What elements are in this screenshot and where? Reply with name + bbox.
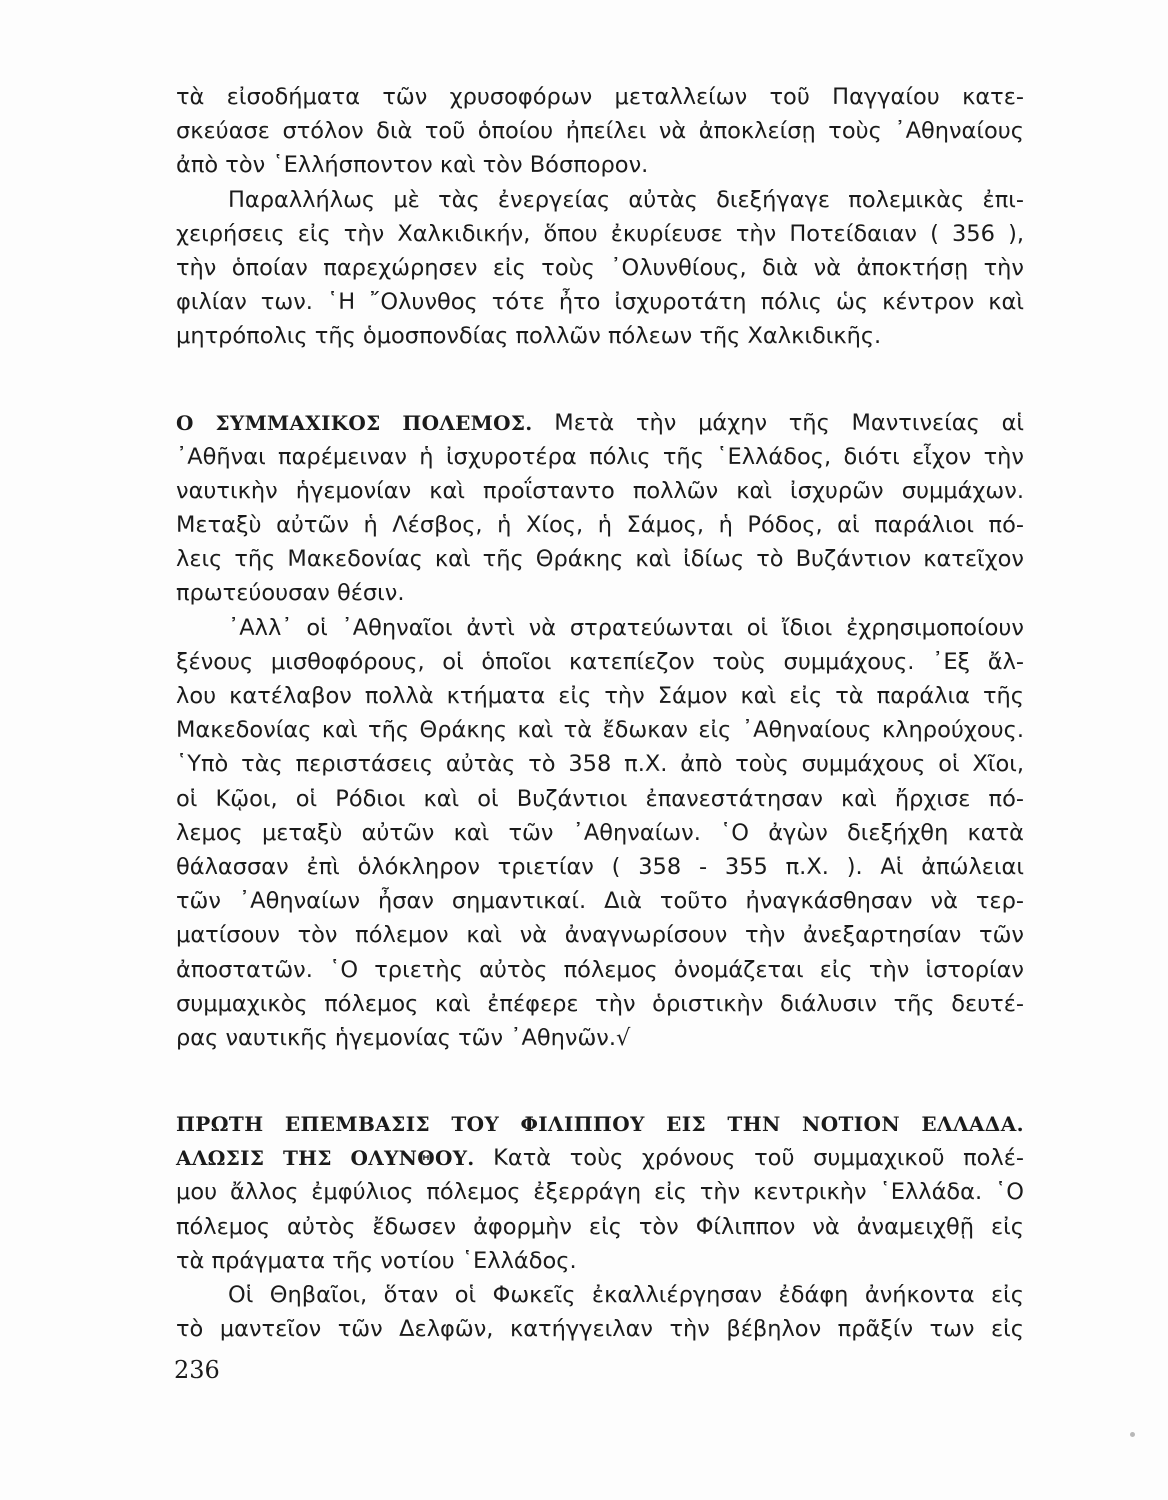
section-gap <box>176 354 1024 406</box>
text-line: οἱ Κῷοι, οἱ Ρόδιοι καὶ οἱ Βυζάντιοι ἐπανεστάτησαν καὶ ἤρχισε πό- <box>176 785 1024 812</box>
text-line: Παραλλήλως μὲ τὰς ἐνεργείας αὐτὰς διεξήγαγε πολεμικὰς ἐπι- <box>228 186 1024 213</box>
text-line: τὰ πράγματα τῆς νοτίου ῾Ελλάδος. <box>176 1247 577 1274</box>
text-line: ῾Υπὸ τὰς περιστάσεις αὐτὰς τὸ 358 π.Χ. ἀπὸ τοὺς συμμάχους οἱ Χῖοι, <box>176 751 1024 778</box>
paper-speck <box>1130 1432 1135 1437</box>
section-heading-symmachikos: Ο ΣΥΜΜΑΧΙΚΟΣ ΠΟΛΕΜΟΣ. <box>176 410 533 435</box>
section-gap <box>176 1055 1024 1107</box>
text-line: πόλεμος αὐτὸς ἔδωσεν ἀφορμὴν εἰς τὸν Φίλιππον νὰ ἀναμειχθῇ εἰς <box>176 1213 1024 1240</box>
text-line: σκεύασε στόλον διὰ τοῦ ὁποίου ἠπείλει νὰ ἀποκλείσῃ τοὺς ᾽Αθηναίους <box>176 118 1024 145</box>
text-line: Μεταξὺ αὐτῶν ἡ Λέσβος, ἡ Χίος, ἡ Σάμος, ἡ Ρόδος, αἱ παράλιοι πό- <box>176 512 1024 539</box>
text-line: ἀποστατῶν. ῾Ο τριετὴς αὐτὸς πόλεμος ὀνομάζεται εἰς τὴν ἱστορίαν <box>176 956 1024 983</box>
page-text <box>176 80 1024 1346</box>
text-line: ξένους μισθοφόρους, οἱ ὁποῖοι κατεπίεζον τοὺς συμμάχους. ᾽Εξ ἄλ- <box>176 648 1024 675</box>
section-opening-line <box>176 1141 1024 1175</box>
section-heading-olynthos: ΑΛΩΣΙΣ ΤΗΣ ΟΛΥΝΘΟΥ. <box>176 1146 475 1171</box>
text-line: Μακεδονίας καὶ τῆς Θράκης καὶ τὰ ἔδωκαν εἰς ᾽Αθηναίους κληρούχους. <box>176 717 1024 744</box>
page-number: 236 <box>174 1356 220 1384</box>
text-line: χειρήσεις εἰς τὴν Χαλκιδικήν, ὅπου ἐκυρίευσε τὴν Ποτείδαιαν ( 356 ), <box>176 220 1024 247</box>
text-line: λου κατέλαβον πολλὰ κτήματα εἰς τὴν Σάμον καὶ εἰς τὰ παράλια τῆς <box>176 683 1024 709</box>
text-line: θάλασσαν ἐπὶ ὁλόκληρον τριετίαν ( 358 - 355 π.Χ. ). Αἱ ἀπώλειαι <box>176 853 1024 880</box>
text-fragment: Μετὰ τὴν μάχην τῆς Μαντινείας αἱ <box>554 409 1025 436</box>
section-heading-first-invasion: ΠΡΩΤΗ ΕΠΕΜΒΑΣΙΣ ΤΟΥ ΦΙΛΙΠΠΟΥ ΕΙΣ ΤΗΝ ΝΟΤΙΟΝ ΕΛΛΑΔΑ. <box>176 1112 1024 1137</box>
text-line: ναυτικὴν ἡγεμονίαν καὶ προΐσταντο πολλῶν καὶ ἰσχυρῶν συμμάχων. <box>176 477 1024 504</box>
section-opening-line <box>176 406 1024 440</box>
text-line: μητρόπολις τῆς ὁμοσπονδίας πολλῶν πόλεων τῆς Χαλκιδικῆς. <box>176 323 882 350</box>
text-line: τῶν ᾽Αθηναίων ἦσαν σημαντικαί. Διὰ τοῦτο ἠναγκάσθησαν νὰ τερ- <box>176 888 1024 915</box>
text-line: τὴν ὁποίαν παρεχώρησεν εἰς τοὺς ᾽Ολυνθίους, διὰ νὰ ἀποκτήσῃ τὴν <box>176 254 1024 281</box>
text-line: ρας ναυτικῆς ἡγεμονίας τῶν ᾽Αθηνῶν.√ <box>176 1024 631 1051</box>
text-line: τὰ εἰσοδήματα τῶν χρυσοφόρων μεταλλείων τοῦ Παγγαίου κατε- <box>176 84 1024 110</box>
text-fragment: Κατὰ τοὺς χρόνους τοῦ συμμαχικοῦ πολέ- <box>493 1145 1025 1172</box>
text-line: πρωτεύουσαν θέσιν. <box>176 580 405 607</box>
text-line: λεις τῆς Μακεδονίας καὶ τῆς Θράκης καὶ ἰδίως τὸ Βυζάντιον κατεῖχον <box>176 546 1024 573</box>
text-line: ματίσουν τὸν πόλεμον καὶ νὰ ἀναγνωρίσουν τὴν ἀνεξαρτησίαν τῶν <box>176 922 1024 949</box>
text-line: συμμαχικὸς πόλεμος καὶ ἐπέφερε τὴν ὁριστικὴν διάλυσιν τῆς δευτέ- <box>176 990 1024 1017</box>
text-line: τὸ μαντεῖον τῶν Δελφῶν, κατήγγειλαν τὴν βέβηλον πρᾶξίν των εἰς <box>176 1316 1024 1343</box>
text-line: Οἱ Θηβαῖοι, ὅταν οἱ Φωκεῖς ἐκαλλιέργησαν ἐδάφη ἀνήκοντα εἰς <box>228 1282 1024 1308</box>
text-line: ἀπὸ τὸν ῾Ελλήσποντον καὶ τὸν Βόσπορον. <box>176 152 649 179</box>
text-line: ᾽Αθῆναι παρέμειναν ἡ ἰσχυροτέρα πόλις τῆς ῾Ελλάδος, διότι εἶχον τὴν <box>176 443 1024 470</box>
text-line: φιλίαν των. ῾Η ῎Ολυνθος τότε ἦτο ἰσχυροτάτη πόλις ὡς κέντρον καὶ <box>176 289 1024 316</box>
text-line: ᾽Αλλ᾽ οἱ ᾽Αθηναῖοι ἀντὶ νὰ στρατεύωνται οἱ ἴδιοι ἐχρησιμοποίουν <box>228 614 1024 641</box>
text-line: μου ἄλλος ἐμφύλιος πόλεμος ἐξερράγη εἰς τὴν κεντρικὴν ῾Ελλάδα. ῾Ο <box>176 1179 1024 1206</box>
text-line: λεμος μεταξὺ αὐτῶν καὶ τῶν ᾽Αθηναίων. ῾Ο ἀγὼν διεξήχθη κατὰ <box>176 819 1024 846</box>
